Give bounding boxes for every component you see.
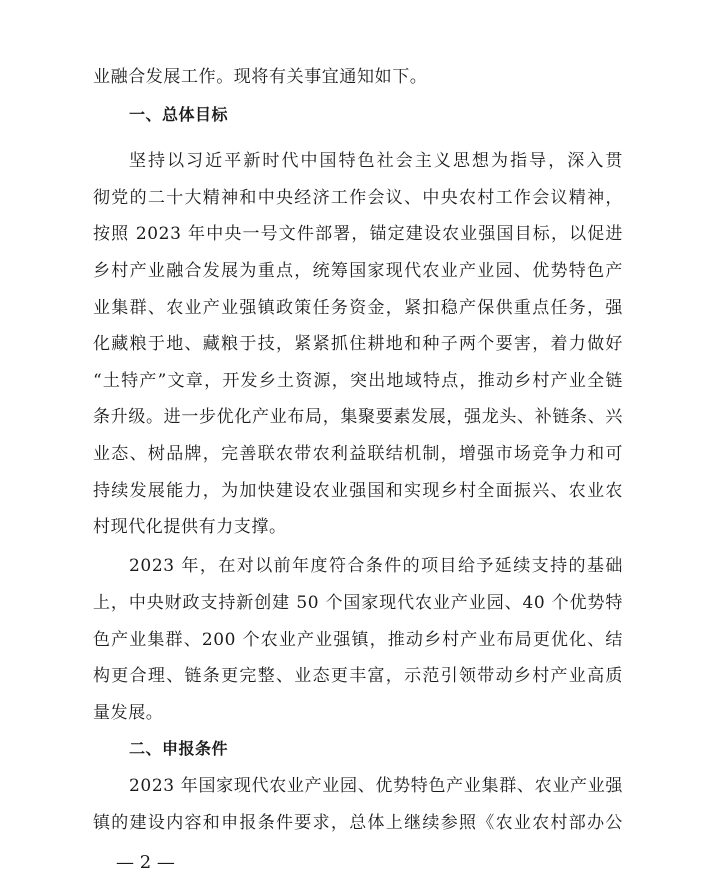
section-heading-application-conditions: 二、申报条件 [129,739,229,758]
text-line: 按照 2023 年中央一号文件部署，锚定建设农业强国目标，以促进 [93,224,623,244]
text-line: 业态、树品牌，完善联农带农利益联结机制，增强市场竞争力和可 [93,444,623,464]
text-line: 村现代化提供有力支撑。 [93,517,287,537]
section-heading-overall-goal: 一、总体目标 [129,105,229,124]
text-line: 业融合发展工作。现将有关事宜通知如下。 [93,67,428,87]
page-number: — 2 — [116,852,175,873]
text-line: 坚持以习近平新时代中国特色社会主义思想为指导，深入贯 [129,151,623,171]
text-line: 乡村产业融合发展为重点，统筹国家现代农业产业园、优势特色产 [93,261,623,281]
text-line: 业集群、农业产业强镇政策任务资金，紧扣稳产保供重点任务，强 [93,298,623,318]
text-line: 化藏粮于地、藏粮于技，紧紧抓住耕地和种子两个要害，着力做好 [93,334,623,354]
text-line: 构更合理、链条更完整、业态更丰富，示范引领带动乡村产业高质 [93,666,623,686]
text-line: 彻党的二十大精神和中央经济工作会议、中央农村工作会议精神， [93,188,623,208]
text-line: 量发展。 [93,703,164,723]
text-line: 条升级。进一步优化产业布局，集聚要素发展，强龙头、补链条、兴 [93,407,623,427]
text-line: 持续发展能力，为加快建设农业强国和实现乡村全面振兴、农业农 [93,481,623,501]
text-line: “土特产”文章，开发乡土资源，突出地域特点，推动乡村产业全链 [93,371,623,391]
text-line: 镇的建设内容和申报条件要求，总体上继续参照《农业农村部办公 [93,813,623,833]
text-line: 上，中央财政支持新创建 50 个国家现代农业产业园、40 个优势特 [93,593,623,613]
text-line: 2023 年，在对以前年度符合条件的项目给予延续支持的基础 [129,556,623,576]
text-line: 2023 年国家现代农业产业园、优势特色产业集群、农业产业强 [129,776,623,796]
text-line: 色产业集群、200 个农业产业强镇，推动乡村产业布局更优化、结 [93,630,623,650]
